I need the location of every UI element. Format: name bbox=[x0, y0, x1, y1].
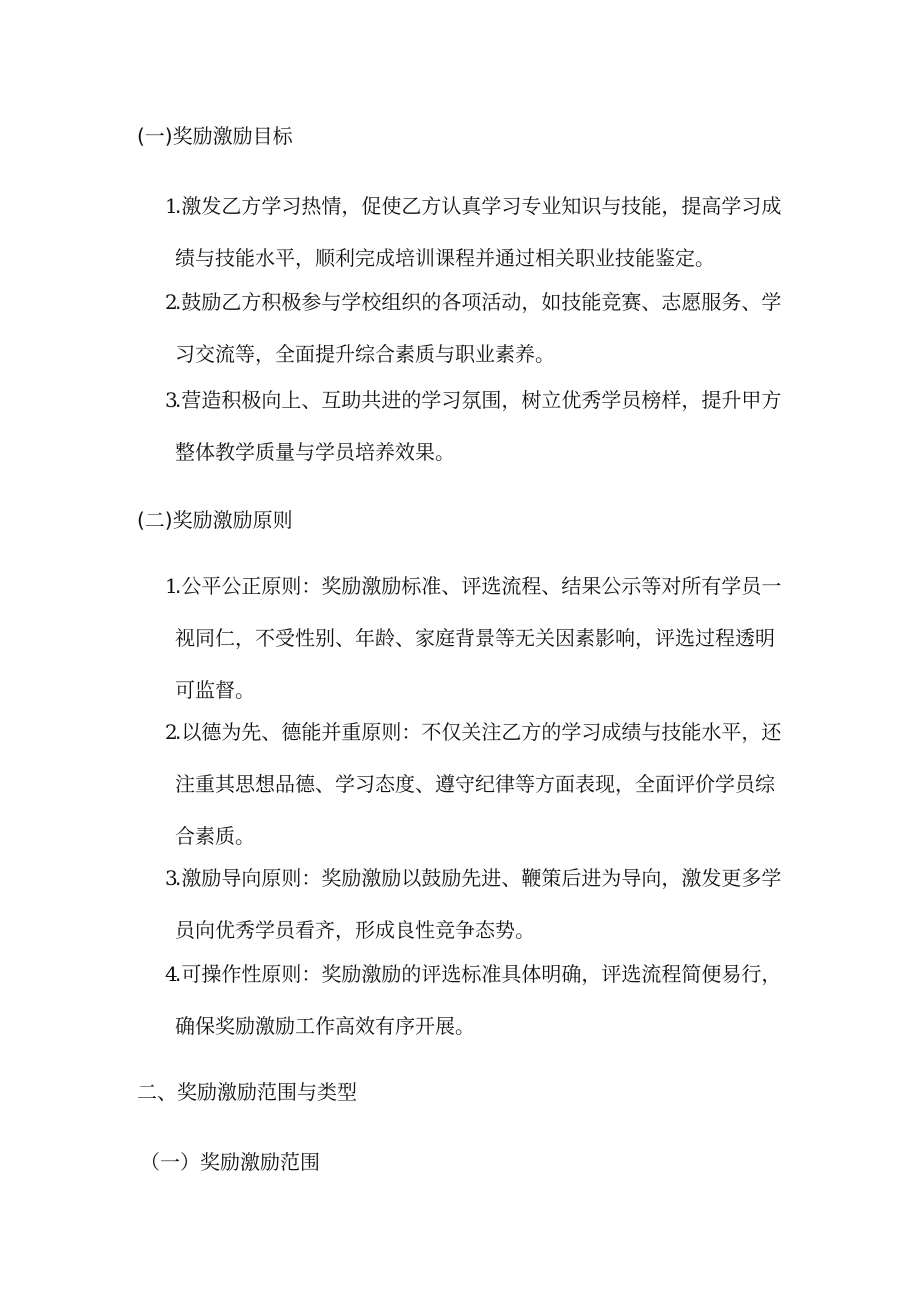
item-text: .可操作性原则：奖励激励的评选标准具体明确，评选流程简便易行，确保奖励激励工作高效有序开展。 bbox=[175, 962, 782, 1038]
item-number: 1 bbox=[165, 574, 178, 598]
item-number: 2 bbox=[165, 720, 178, 744]
item-number: 2 bbox=[165, 290, 178, 314]
item-number: 3 bbox=[165, 388, 178, 412]
item-text: .鼓励乙方积极参与学校组织的各项活动，如技能竞赛、志愿服务、学习交流等，全面提升综合素质与职业素养。 bbox=[175, 290, 782, 366]
item-text: .公平公正原则：奖励激励标准、评选流程、结果公示等对所有学员一视同仁，不受性别、年龄、家庭背景等无关因素影响，评选过程透明可监督。 bbox=[175, 574, 782, 702]
item-text: .激发乙方学习热情，促使乙方认真学习专业知识与技能，提高学习成绩与技能水平，顺利完成培训课程并通过相关职业技能鉴定。 bbox=[175, 194, 782, 270]
section-heading-principles: (二)奖励激励原则 bbox=[137, 508, 293, 532]
item-text: .激励导向原则：奖励激励以鼓励先进、鞭策后进为导向，激发更多学员向优秀学员看齐，形成良性竞争态势。 bbox=[175, 866, 782, 942]
item-number: 4 bbox=[165, 962, 178, 986]
section-heading-scope-types: 二、奖励激励范围与类型 bbox=[137, 1080, 357, 1104]
item-number: 1 bbox=[165, 194, 178, 218]
item-text: .以德为先、德能并重原则：不仅关注乙方的学习成绩与技能水平，还注重其思想品德、学习态度、遵守纪律等方面表现，全面评价学员综合素质。 bbox=[175, 720, 782, 848]
item-text: .营造积极向上、互助共进的学习氛围，树立优秀学员榜样，提升甲方整体教学质量与学员培养效果。 bbox=[175, 388, 782, 464]
section-heading-goals: (一)奖励激励目标 bbox=[137, 124, 293, 148]
item-number: 3 bbox=[165, 866, 178, 890]
subsection-heading-scope: （一）奖励激励范围 bbox=[140, 1150, 320, 1174]
